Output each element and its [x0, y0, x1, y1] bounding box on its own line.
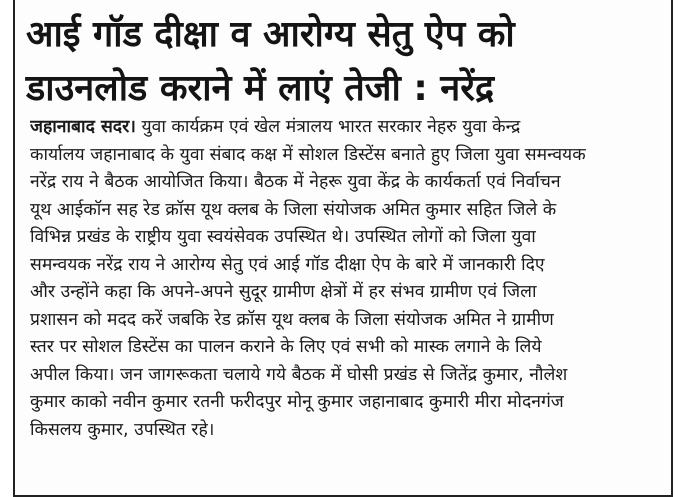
body-line: कार्यालय जहानाबाद के युवा संबाद कक्ष में सोशल डिस्टेंस बनाते हुए जिला युवा समन्वयक — [30, 144, 586, 165]
body-line: यूथ आईकॉन सह रेड क्रॉस यूथ क्लब के जिला संयोजक अमित कुमार सहित जिले के — [30, 199, 557, 220]
headline-line-2: डाउनलोड कराने में लाएं तेजी : नरेंद्र — [26, 68, 495, 109]
body-line: अपील किया। जन जागरूकता चलाये गये बैठक में घोसी प्रखंड से जितेंद्र कुमार, नौलेश — [30, 364, 568, 385]
body-line: नरेंद्र राय ने बैठक आयोजित किया। बैठक में नेहरू युवा केंद्र के कार्यकर्ता एवं निर्वाचन — [30, 172, 561, 192]
body-line — [30, 114, 650, 142]
body-line: और उन्होंने कहा कि अपने-अपने सुदूर ग्रामीण क्षेत्रों में हर संभव ग्रामीण एवं जिला — [30, 282, 537, 302]
article-body — [30, 114, 650, 444]
headline — [26, 8, 656, 116]
body-line: विभिन्न प्रखंड के राष्ट्रीय युवा स्वयंसेवक उपस्थित थे। उपस्थित लोगों को जिला युवा — [30, 227, 536, 247]
dateline: जहानाबाद सदर। — [30, 117, 136, 137]
body-line: किसलय कुमार, उपस्थित रहे। — [30, 419, 215, 440]
body-line-text: युवा कार्यक्रम एवं खेल मंत्रालय भारत सरकार नेहरु युवा केन्द्र — [135, 117, 521, 137]
body-line: स्तर पर सोशल डिस्टेंस का पालन कराने के लिए एवं सभी को मास्क लगाने के लिये — [30, 337, 542, 357]
body-line: प्रशासन को मदद करें जबकि रेड क्रॉस यूथ क्लब के जिला संयोजक अमित ने ग्रामीण — [30, 309, 554, 330]
body-line: समन्वयक नरेंद्र राय ने आरोग्य सेतु एवं आई गॉड दीक्षा ऐप के बारे में जानकारी दिए — [30, 254, 545, 275]
headline-line-1: आई गॉड दीक्षा व आरोग्य सेतु ऐप को — [26, 14, 515, 55]
body-line: कुमार काको नवीन कुमार रतनी फरीदपुर मोनू कुमार जहानाबाद कुमारी मीरा मोदनगंज — [30, 392, 564, 412]
